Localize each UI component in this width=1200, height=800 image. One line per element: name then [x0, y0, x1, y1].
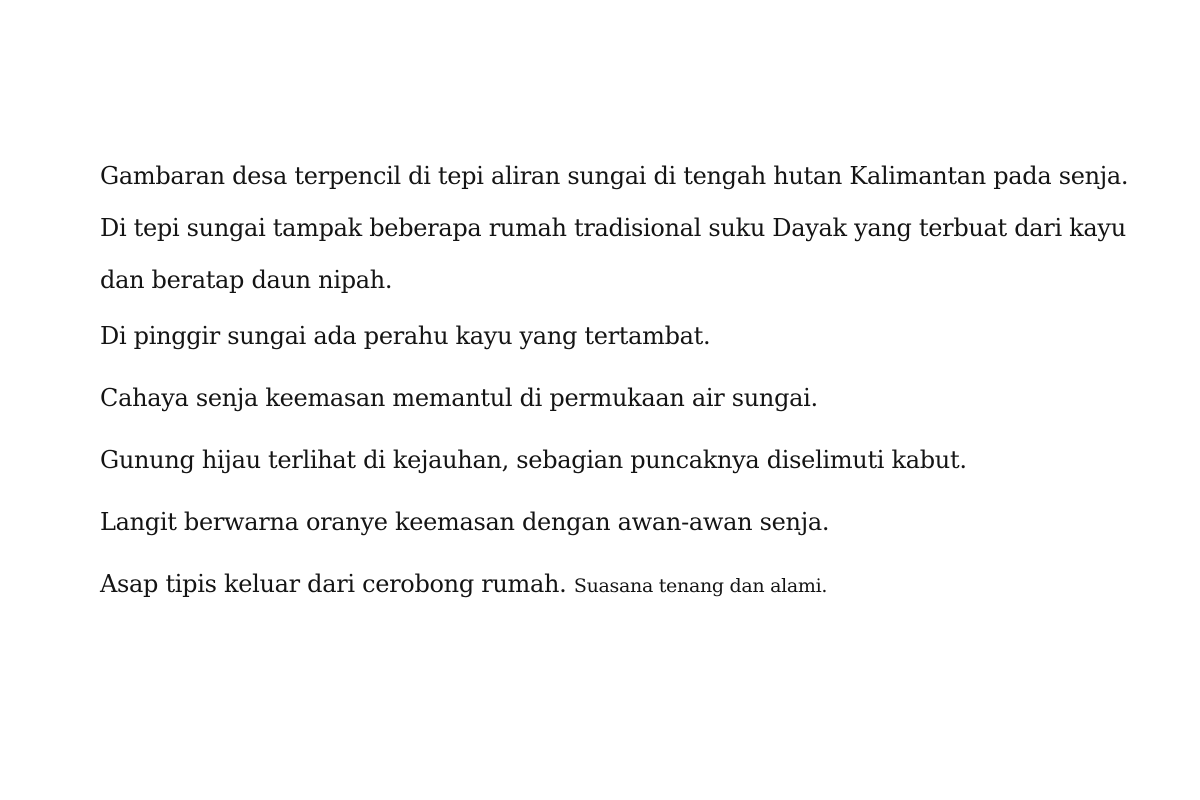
paragraph: Di pinggir sungai ada perahu kayu yang tertambat.	[100, 322, 711, 350]
document-body	[100, 150, 1140, 612]
paragraph: Gunung hijau terlihat di kejauhan, sebagian puncaknya diselimuti kabut.	[100, 446, 967, 474]
paragraph-line: Gambaran desa terpencil di tepi aliran sungai di tengah hutan Kalimantan pada senja.	[100, 162, 1129, 190]
paragraph-line: dan beratap daun nipah.	[100, 266, 393, 294]
paragraph: Cahaya senja keemasan memantul di permukaan air sungai.	[100, 384, 818, 412]
paragraph	[100, 558, 1140, 612]
paragraph: Langit berwarna oranye keemasan dengan awan-awan senja.	[100, 508, 830, 536]
paragraph-text: Asap tipis keluar dari cerobong rumah.	[100, 570, 567, 598]
paragraph-line: Di tepi sungai tampak beberapa rumah tradisional suku Dayak yang terbuat dari kayu	[100, 214, 1126, 242]
paragraph-small-text: Suasana tenang dan alami.	[573, 575, 828, 597]
